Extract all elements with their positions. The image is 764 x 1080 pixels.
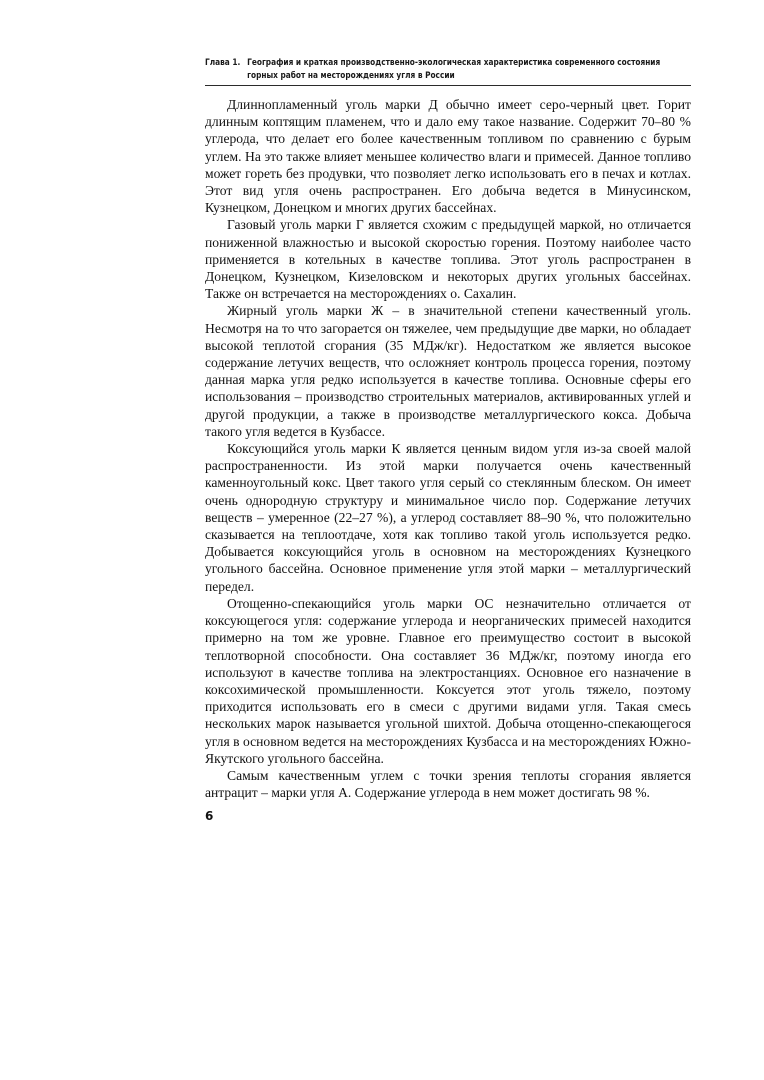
paragraph: Отощенно-спекающийся уголь марки ОС незначительно отличается от коксующегося угля: содержание углерода и неорганических примесей находится примерно на том же уровне. Главное его преимущество состоит в высокой теплотворной способности. Она составляет 36 МДж/кг, поэтому иногда его используют в качестве топлива на электростанциях. Основное его назначение в коксохимической промышленности. Коксуется этот уголь тяжело, поэтому приходится использовать его в смеси с другими видами угля. Такая смесь нескольких марок называется угольной шихтой. Добыча отощенно-спекающегося угля в основном ведется на месторождениях Кузбасса и на месторождениях Южно-Якутского угольного бассейна. [205,595,691,766]
page-number: 6 [205,809,214,823]
chapter-title-line-1: География и краткая производственно-экологическая характеристика современного состояния [247,58,661,68]
header-rule [205,85,691,86]
body-text [205,96,691,801]
paragraph: Жирный уголь марки Ж – в значительной степени качественный уголь. Несмотря на то что загорается он тяжелее, чем предыдущие две марки, но обладает высокой теплотой сгорания (35 МДж/кг). Недостатком же является высокое содержание летучих веществ, что осложняет контроль процесса горения, поэтому данная марка угля редко используется в качестве топлива. Основные сферы его использования – производство строительных материалов, активированных углей и другой продукции, а также в производстве металлургического кокса. Добыча такого угля ведется в Кузбассе. [205,303,691,439]
chapter-label: Глава 1. [205,58,241,68]
chapter-title [247,57,694,83]
paragraph: Газовый уголь марки Г является схожим с предыдущей маркой, но отличается пониженной влажностью и высокой скоростью горения. Поэтому наиболее часто применяется в котельных в качестве топлива. Этот уголь распространен в Донецком, Кузнецком, Кизеловском и некоторых других угольных бассейнах. Также он встречается на месторождениях о. Сахалин. [205,217,691,302]
chapter-title-line-2: горных работ на месторождениях угля в России [247,71,455,81]
paragraph: Длиннопламенный уголь марки Д обычно имеет серо-черный цвет. Горит длинным коптящим пламенем, что и дало ему такое название. Содержит 70–80 % углерода, что делает его более качественным топливом по сравнению с бурым углем. На это также влияет меньшее количество влаги и примесей. Данное топливо может гореть без продувки, что позволяет легко использовать его в печах и котлах. Этот вид угля очень распространен. Его добыча ведется в Минусинском, Кузнецком, Донецком и многих других бассейнах. [205,97,691,216]
paragraph: Самым качественным углем с точки зрения теплоты сгорания является антрацит – марки угля А. Содержание углерода в нем может достигать 98 %. [205,767,691,801]
paragraph: Коксующийся уголь марки К является ценным видом угля из-за своей малой распространенности. Из этой марки получается очень качественный каменноугольный кокс. Цвет такого угля серый со стеклянным блеском. Он имеет очень однородную структуру и минимальное число пор. Содержание летучих веществ – умеренное (22–27 %), а углерод составляет 88–90 %, что положительно сказывается на теплоотдаче, хотя как топливо такой уголь используется редко. Добывается коксующийся уголь в основном на месторождениях Кузнецкого угольного бассейна. Основное применение угля этой марки – металлургический передел. [205,441,691,594]
